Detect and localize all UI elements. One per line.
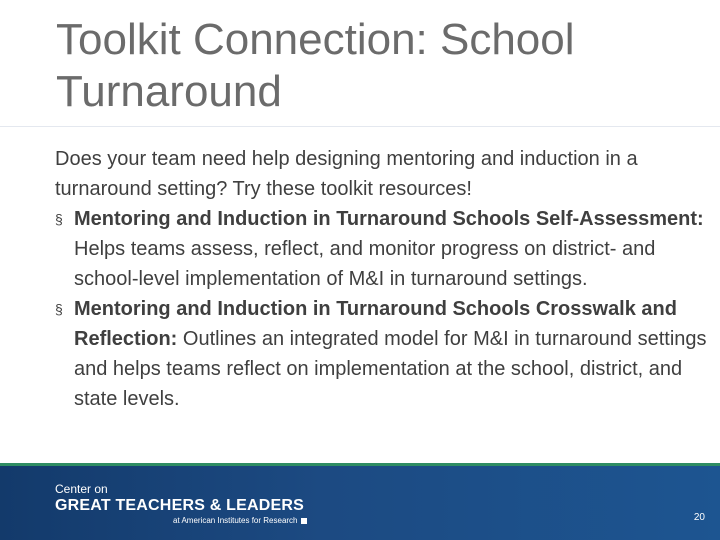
logo-square-icon	[301, 518, 307, 524]
resource-name: Mentoring and Induction in Turnaround Schools Crosswalk and Reflection:	[74, 298, 677, 350]
resource-item	[55, 204, 715, 294]
intro-text: Does your team need help designing mentoring and induction in a turnaround setting? Try these toolkit resources!	[55, 148, 638, 200]
resource-description: Helps teams assess, reflect, and monitor progress on district- and school-level implementation of M&I in turnaround settings.	[74, 238, 656, 290]
resource-list	[55, 204, 715, 414]
resource-item	[55, 294, 715, 414]
bullet-icon: §	[55, 301, 63, 317]
bullet-icon: §	[55, 211, 63, 227]
logo-organization-name: GREAT TEACHERS & LEADERS	[55, 497, 304, 514]
resource-name: Mentoring and Induction in Turnaround Schools Self-Assessment:	[74, 208, 704, 230]
page-number: 20	[693, 512, 705, 523]
resource-description: Outlines an integrated model for M&I in turnaround settings and helps teams reflect on implementation at the school, district, and state levels.	[74, 328, 707, 410]
slide-title: Toolkit Connection: School Turnaround	[56, 15, 575, 116]
title-area	[0, 0, 720, 127]
slide-body	[55, 144, 715, 414]
logo-affiliation	[173, 516, 307, 526]
logo-center-on: Center on	[55, 482, 108, 496]
logo-affiliation-text: at American Institutes for Research	[173, 516, 298, 525]
